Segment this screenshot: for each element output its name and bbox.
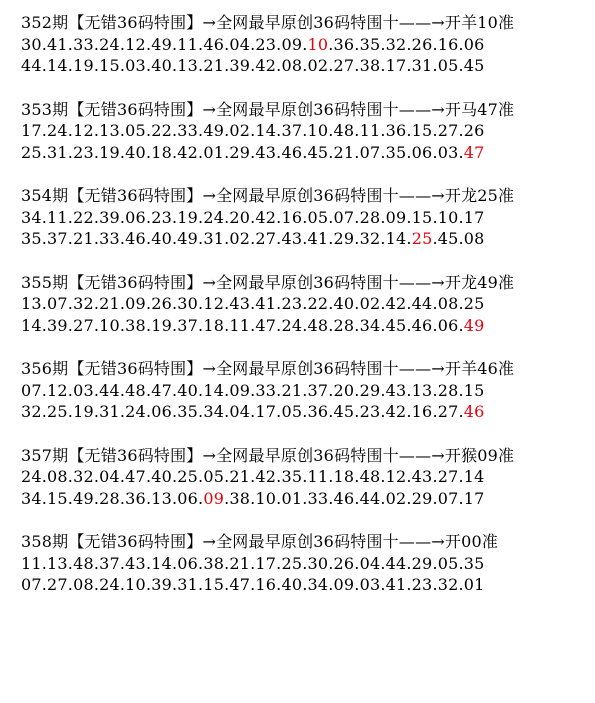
- record-block: [21, 99, 591, 164]
- number-row: [21, 380, 591, 402]
- winning-number: 46: [463, 402, 485, 421]
- winning-number: 09: [203, 488, 225, 508]
- numbers-text: .45.08: [432, 229, 485, 248]
- winning-number: 25: [411, 229, 433, 248]
- number-row: [21, 34, 591, 56]
- number-row: [21, 466, 591, 488]
- numbers-text: 17.24.12.13.05.22.33.49.02.14.37.10.48.11.36.15.27.26: [21, 121, 485, 140]
- number-row: [21, 574, 591, 596]
- winning-number: 47: [463, 142, 485, 162]
- record-block: [21, 445, 591, 510]
- winning-number: 49: [463, 315, 485, 335]
- record-block: [21, 272, 591, 337]
- numbers-text: 25.31.23.19.40.18.42.01.29.43.46.45.21.07.35.06.03.: [21, 142, 464, 162]
- record-header: 355期【无错36码特围】→全网最早原创36码特围十——→开龙49准: [21, 272, 515, 292]
- record-header: 356期【无错36码特围】→全网最早原创36码特围十——→开羊46准: [21, 359, 515, 378]
- record-block: [21, 185, 591, 250]
- number-row: [21, 553, 591, 575]
- numbers-text: 30.41.33.24.12.49.11.46.04.23.09.: [21, 34, 308, 54]
- number-row: [21, 488, 591, 510]
- record-block: [21, 12, 591, 77]
- record-header: 353期【无错36码特围】→全网最早原创36码特围十——→开马47准: [21, 99, 515, 119]
- number-row: [21, 142, 591, 164]
- number-row: [21, 120, 591, 142]
- number-row: [21, 315, 591, 337]
- numbers-text: 44.14.19.15.03.40.13.21.39.42.08.02.27.38.17.31.05.45: [21, 56, 485, 75]
- numbers-text: 34.15.49.28.36.13.06.: [21, 488, 204, 508]
- record-header: 357期【无错36码特围】→全网最早原创36码特围十——→开猴09准: [21, 445, 515, 465]
- numbers-text: 32.25.19.31.24.06.35.34.04.17.05.36.45.23.42.16.27.: [21, 402, 464, 421]
- number-row: [21, 55, 591, 77]
- numbers-text: .38.10.01.33.46.44.02.29.07.17: [224, 488, 485, 508]
- record-block: [21, 358, 591, 423]
- number-row: [21, 207, 591, 229]
- numbers-text: 35.37.21.33.46.40.49.31.02.27.43.41.29.32.14.: [21, 229, 412, 248]
- numbers-text: 07.12.03.44.48.47.40.14.09.33.21.37.20.29.43.13.28.15: [21, 380, 485, 400]
- record-header: 358期【无错36码特围】→全网最早原创36码特围十——→开00准: [21, 532, 499, 551]
- numbers-text: .36.35.32.26.16.06: [328, 34, 485, 54]
- numbers-text: 24.08.32.04.47.40.25.05.21.42.35.11.18.48.12.43.27.14: [21, 467, 485, 486]
- record-header: 352期【无错36码特围】→全网最早原创36码特围十——→开羊10准: [21, 13, 515, 32]
- numbers-text: 07.27.08.24.10.39.31.15.47.16.40.34.09.03.41.23.32.01: [21, 575, 485, 594]
- number-row: [21, 228, 591, 250]
- winning-number: 10: [307, 34, 329, 54]
- numbers-text: 11.13.48.37.43.14.06.38.21.17.25.30.26.04.44.29.05.35: [21, 553, 485, 573]
- number-row: [21, 401, 591, 423]
- prediction-document: [21, 12, 591, 618]
- numbers-text: 34.11.22.39.06.23.19.24.20.42.16.05.07.28.09.15.10.17: [21, 207, 485, 227]
- numbers-text: 14.39.27.10.38.19.37.18.11.47.24.48.28.34.45.46.06.: [21, 315, 464, 335]
- numbers-text: 13.07.32.21.09.26.30.12.43.41.23.22.40.02.42.44.08.25: [21, 294, 485, 313]
- record-header: 354期【无错36码特围】→全网最早原创36码特围十——→开龙25准: [21, 186, 515, 205]
- record-block: [21, 531, 591, 596]
- number-row: [21, 293, 591, 315]
